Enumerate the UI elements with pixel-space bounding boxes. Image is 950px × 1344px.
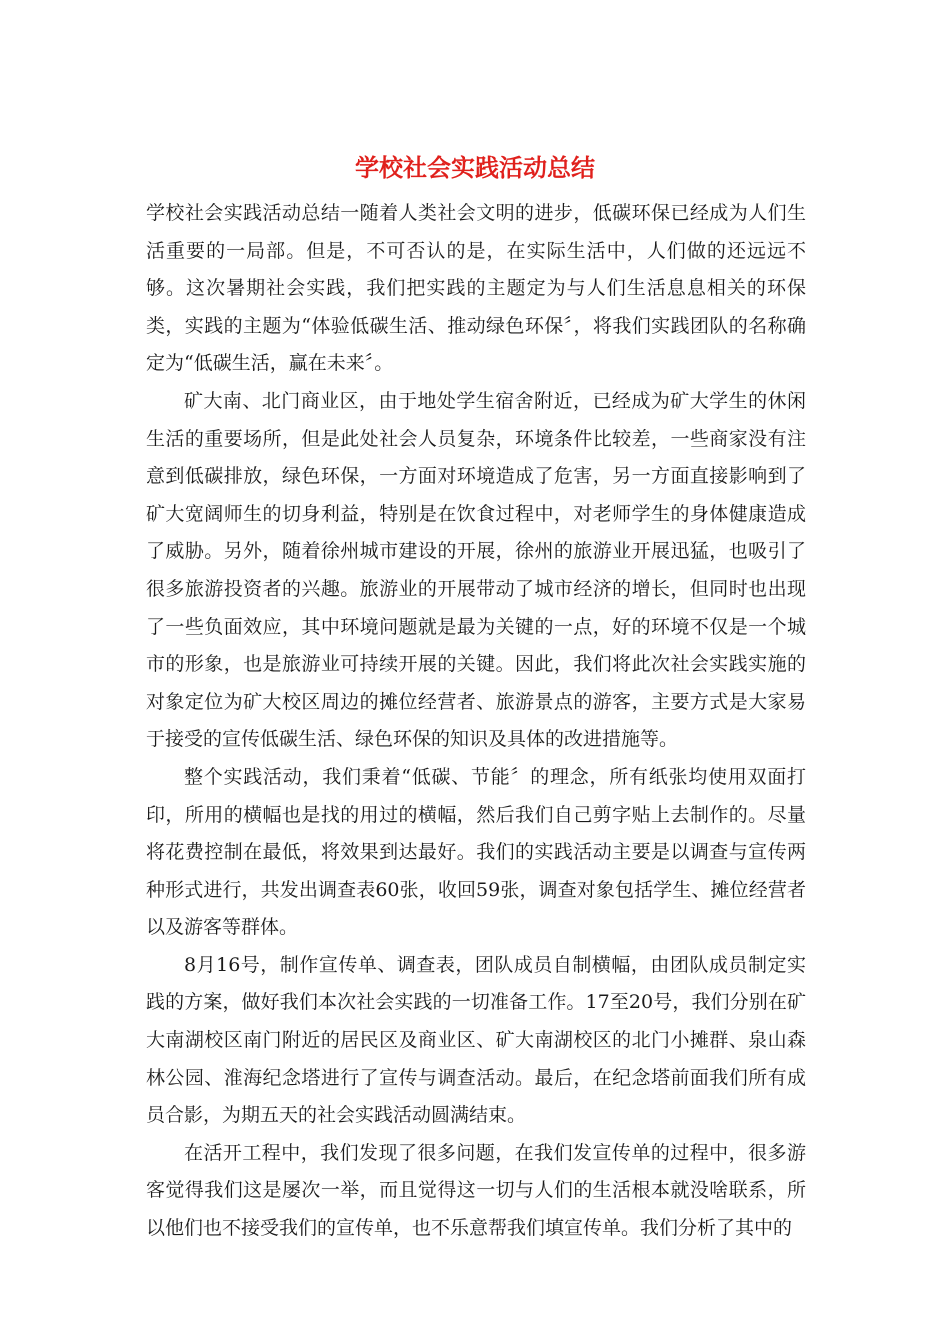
document-title: 学校社会实践活动总结 [355,153,595,182]
paragraph-2: 矿大南、北门商业区，由于地处学生宿舍附近，已经成为矿大学生的休闲生活的重要场所，但是此处社会人员复杂，环境条件比较差，一些商家没有注意到低碳排放，绿色环保，一方面对环境造成了危害，另一方面直接影响到了矿大宽阔师生的切身利益，特别是在饮食过程中，对老师学生的身体健康造成了威胁。另外，随着徐州城市建设的开展，徐州的旅游业开展迅猛，也吸引了很多旅游投资者的兴趣。旅游业的开展带动了城市经济的增长，但同时也出现了一些负面效应，其中环境问题就是最为关键的一点，好的环境不仅是一个城市的形象，也是旅游业可持续开展的关键。因此，我们将此次社会实践实施的对象定位为矿大校区周边的摊位经营者、旅游景点的游客，主要方式是大家易于接受的宣传低碳生活、绿色环保的知识及具体的改进措施等。 [146,389,806,751]
paragraph-3: 整个实践活动，我们秉着“低碳、节能〞的理念，所有纸张均使用双面打印，所用的横幅也是找的用过的横幅，然后我们自己剪字贴上去制作的。尽量将花费控制在最低，将效果到达最好。我们的实践活动主要是以调查与宣传两种形式进行，共发出调查表60张，收回59张，调查对象包括学生、摊位经营者以及游客等群体。 [146,765,806,939]
paragraph-5: 在活开工程中，我们发现了很多问题，在我们发宣传单的过程中，很多游客觉得我们这是屡次一举，而且觉得这一切与人们的生活根本就没啥联系，所以他们也不接受我们的宣传单，也不乐意帮我们填宣传单。我们分析了其中的 [146,1141,806,1240]
paragraph-4: 8月16号，制作宣传单、调查表，团队成员自制横幅，由团队成员制定实践的方案，做好我们本次社会实践的一切准备工作。17至20号，我们分别在矿大南湖校区南门附近的居民区及商业区、矿大南湖校区的北门小摊群、泉山森林公园、淮海纪念塔进行了宣传与调查活动。最后，在纪念塔前面我们所有成员合影，为期五天的社会实践活动圆满结束。 [146,953,806,1127]
document-body [146,195,806,1248]
paragraph-1: 学校社会实践活动总结一随着人类社会文明的进步，低碳环保已经成为人们生活重要的一局部。但是，不可否认的是，在实际生活中，人们做的还远远不够。这次暑期社会实践，我们把实践的主题定为与人们生活息息相关的环保类，实践的主题为“体验低碳生活、推动绿色环保〞，将我们实践团队的名称确定为“低碳生活，赢在未来〞。 [146,202,806,375]
